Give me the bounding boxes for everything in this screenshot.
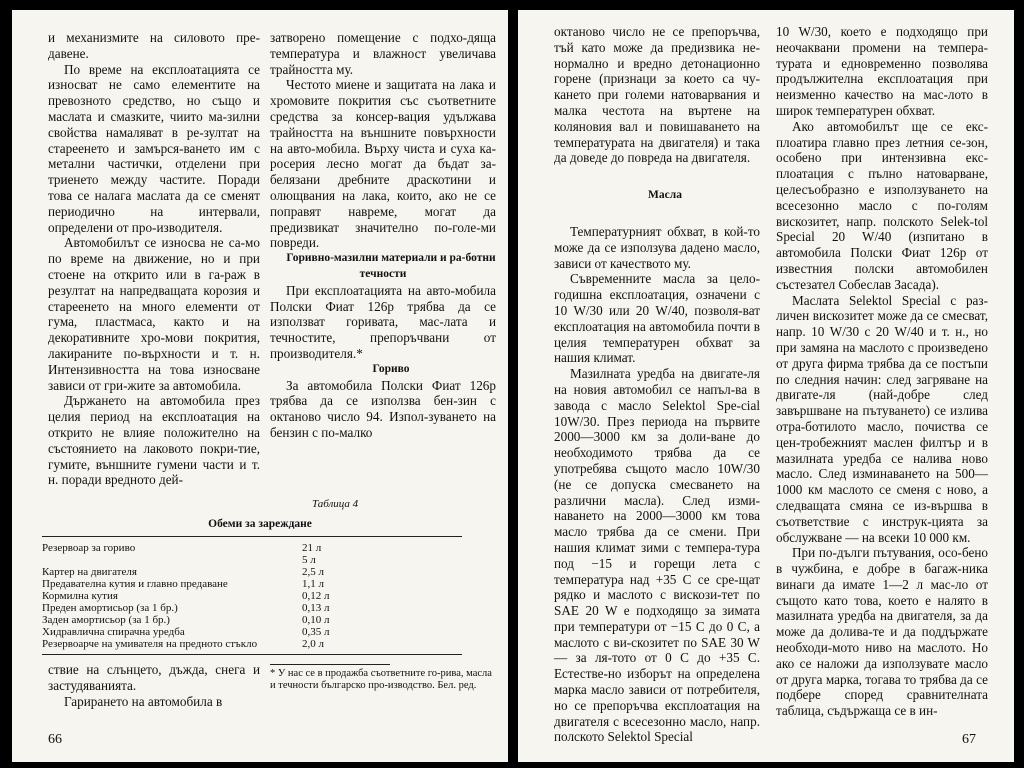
paragraph: октаново число не се препоръчва, тъй като може да предизвика не-нормално и вредно детонационно горене (признаци за което са чу-кането при големи натоварвания и малка честота на въртене на коляновия вал и повишаването на температурата на двигателя) и така да доведе до повреда на двигателя.: [554, 24, 760, 166]
table-row: [42, 614, 462, 626]
table-rule: [42, 654, 462, 655]
paragraph: При експлоатацията на авто-мобила Полски Фиат 126р трябва да се използват горивата, мас-лата и течностите, препоръчвани от производителя.*: [270, 282, 496, 361]
table-cell-value: 1,1 л: [302, 578, 324, 590]
right-page: [518, 10, 1014, 762]
table-cell-value: 21 л: [302, 542, 322, 554]
table-cell-value: 5 л: [302, 554, 316, 566]
page-number: 66: [48, 732, 62, 747]
left-column-2: [270, 30, 496, 441]
paragraph: Температурният обхват, в кой-то може да се използува дадено масло, зависи от качеството му.: [554, 223, 760, 271]
table-cell-value: 0,13 л: [302, 602, 330, 614]
table-row: [42, 590, 462, 602]
paragraph: Гарирането на автомобила в: [64, 693, 223, 709]
paragraph: 10 W/30, което е подходящо при неочаквани промени на темпера-турата и едновременно позволява продължителна експлоатация при неизменно качество на мас-лото в широк температурен обхват.: [776, 24, 988, 118]
table-rule: [42, 536, 462, 537]
paragraph: и механизмите на силовото пре-давене.: [48, 30, 260, 61]
table-cell-label: Картер на двигателя: [42, 566, 137, 578]
table-row: [42, 626, 462, 638]
table-cell-label: Хидравлична спирачна уредба: [42, 626, 185, 638]
paragraph: ствие на слънцето, дъжда, снега и застудяванията.: [48, 662, 260, 693]
table-cell-label: Резервоарче на умивателя на предното стъкло: [42, 638, 258, 650]
table-row: [42, 638, 462, 650]
table-cell-value: 2,0 л: [302, 638, 324, 650]
table-cell-value: 0,10 л: [302, 614, 330, 626]
table-cell-label: Резервоар за гориво: [42, 542, 136, 554]
paragraph: затворено помещение с подхо-дяща температура и влажност увеличава трайността му.: [270, 30, 496, 77]
paragraph: Мазилната уредба на двигате-ля на новия автомобил се напъл-ва в завода с масло Selektol Spe-cial 10W/30. През периода на първите 2000—3000 км за доли-ване до необходимото трябва да се употребява същото масло 10W/30 (не се допуска смесването на различни масла). След изми-наването на 2000—3000 км това масло трябва да се смени. При нашия климат зими с темпера-тура под −15 и горещи лета с температура над +35 C се сре-щат рядко и маслото с вискози-тет по SAE 20 W е подходящо за зимата при температури от −15 C до 0 C, а маслото с ви-скозитет по SAE 30 W — за ля-тото от 0 C до +35 C. Естестве-но изборът на определена марка масло зависи от потребителя, но се препоръчва експлоатация на двигателя с всесезонно масло, напр. полското Selektol Special: [554, 366, 760, 745]
left-column-1: [48, 30, 260, 488]
table-row: [42, 542, 462, 554]
right-column-1: [554, 24, 760, 745]
table-row: [42, 554, 462, 566]
paragraph: Честото миене и защитата на лака и хромовите покрития със съответните средства за консер-вация удължава трайността на външните повърхности на авто-мобила. Върху чиста и суха ка-росерия лесно могат да бъдат за-белязани дребните драскотини и олющвания на лака, които, ако не се поправят навреме, могат да предизвикат значително по-голе-ми повреди.: [270, 77, 496, 251]
section-heading: Горивно-мазилни материали и ра-ботни течности: [286, 252, 496, 280]
left-bottom-text: [48, 662, 260, 709]
paragraph: За автомобила Полски Фиат 126р трябва да се използва бен-зин с октаново число 94. Изпол-зуването на бензин с по-малко: [270, 377, 496, 440]
table-cell-label: Предавателна кутия и главно предаване: [42, 578, 228, 590]
right-column-2: [776, 24, 988, 719]
table-title: Обеми за зареждане: [208, 518, 312, 530]
paragraph: По време на експлоатацията се износват не само елементите на превозното средство, но също и маслата и смазките, чиито ма-зилни свойства намаляват в ре-зултат на стареенето и замърся-ването им с метални частички, отделени при триенето между частите. Поради това се налага маслата да се сменят периодично на интервали, определени от про-изводителя.: [48, 61, 260, 235]
table-cell-label: Кормилна кутия: [42, 590, 118, 602]
table-row: [42, 602, 462, 614]
paragraph: Държането на автомобила през целия период на експлоатация на открито не влияе положително на състоянието на лаковото покри-тие, гумите, външните гумени части и т. н. поради вредното дей-: [48, 393, 260, 488]
table-cell-label: Заден амортисьор (за 1 бр.): [42, 614, 170, 626]
paragraph: Автомобилът се износва не са-мо по време на движение, но и при стоене на открито или в га-раж в резултат на напредващата корозия и стареенето на много елементи от гума, пластмаса, както и на декоративните хро-мови покрития, лакираните по-върхности и т. н. Интензивността на това износване зависи от гри-жите за автомобила.: [48, 235, 260, 393]
footnote-rule: [270, 664, 390, 665]
paragraph: Съвременните масла за цело-годишна експлоатация, означени с 10 W/30 или 20 W/40, позволя-ват експлоатация на автомобила почти в целия температурен обхват за нашия климат.: [554, 271, 760, 366]
page-number: 67: [962, 732, 976, 747]
table-row: [42, 578, 462, 590]
paragraph: Ако автомобилът ще се екс-плоатира главно през летния се-зон, особено при интензивна екс-плоатация с пълно натоварване, целесъобразно е използуването на всесезонно масло с по-голям вискозитет, напр. полското Selek-tol Special 20 W/40 (изпитано в автомобила Полски Фиат 126р от известния полски автомобилен състезател Собеслав Засада).: [776, 118, 988, 292]
table-row: [42, 566, 462, 578]
left-page: [12, 10, 508, 762]
paragraph: Маслата Selektol Special с раз-личен вискозитет може да се смесват, напр. 10 W/30 с 20 W/40 и т. н., но при замяна на маслото с произведено от друга фирма трябва да се постъпи по следния начин: след загряване на двигате-ля (най-добре след завършване на пътуването) се излива отра-ботилото масло, почиства се цен-тробежният маслен филтър и в мазилната уредба се налива ново масло. След изминаването на 500—1000 км маслото се сменя с ново, а следващата смяна се из-вършва в съответствие с инструк-цията за обслужване — на всеки 10 000 км.: [776, 292, 988, 545]
table-cell-value: 2,5 л: [302, 566, 324, 578]
table-caption: Таблица 4: [312, 498, 359, 510]
section-heading: Масла: [648, 189, 682, 202]
table-cell-value: 0,35 л: [302, 626, 330, 638]
table-cell-label: Преден амортисьор (за 1 бр.): [42, 602, 178, 614]
section-heading: Гориво: [372, 362, 410, 375]
paragraph: При по-дълги пътувания, осо-бено в чужбина, е добре в багаж-ника винаги да имате 1—2 л мас-ло от същото като това, което е налято в мазилната уредба на двигателя, за да може да долива-те и да поддържате необходи-мото ниво на маслото. Но ако се наложи да използувате масло от друга марка, тогава то трябва да се подбере според сравнителната таблица, съдържаща се в ин-: [776, 545, 988, 719]
table-cell-value: 0,12 л: [302, 590, 330, 602]
footnote: * У нас се в продажба съответните го-рива, масла и течности българско про-изводство. Бел. ред.: [270, 668, 492, 691]
